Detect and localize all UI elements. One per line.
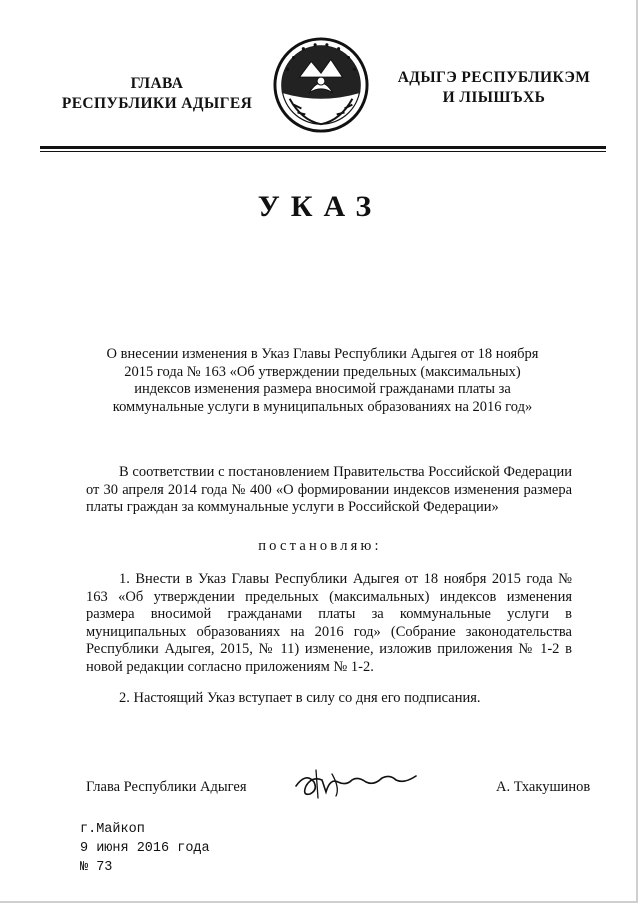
preamble-paragraph: В соответствии с постановлением Правительства Российской Федерации от 30 апреля 2014 года № 400 «О формировании индексов изменения размера платы граждан за коммунальные услуги в Российской Федерации» [86,464,572,516]
issuer-line-2: РЕСПУБЛИКИ АДЫГЕЯ [61,95,253,112]
header-rule-thin [40,151,606,152]
item-2-paragraph: 2. Настоящий Указ вступает в силу со дня его подписания. [119,690,481,706]
issuer-adyghe-line-1: АДЫГЭ РЕСПУБЛИКЭМ [397,69,591,86]
document-number: № 73 [80,860,113,875]
document-title: УКАЗ [257,190,383,223]
handwritten-signature-icon [292,766,422,800]
decree-subject: О внесении изменения в Указ Главы Республики Адыгея от 18 ноября 2015 года № 163 «Об утверждении предельных (максимальных) индексов изменения размера вносимой гражданами платы за коммунальные услуги в муниципальных образованиях на 2016 год» [106,346,539,415]
issuer-title-adyghe [384,68,604,108]
coat-of-arms-icon [272,36,370,134]
issuer-line-1: ГЛАВА [130,75,184,92]
issue-place: г.Майкоп [80,822,145,837]
issuer-adyghe-line-2: И ЛІЫШЪХЬ [442,89,546,106]
issuer-title-russian [40,74,274,114]
signatory-name: А. Тхакушинов [496,779,591,795]
issue-date: 9 июня 2016 года [80,841,210,856]
header-rule-thick [40,146,606,149]
decree-word: постановляю: [258,538,382,554]
signatory-role: Глава Республики Адыгея [86,779,247,795]
item-1-paragraph: 1. Внести в Указ Главы Республики Адыгея от 18 ноября 2015 года № 163 «Об утверждении предельных (максимальных) индексов изменения размера вносимой гражданами платы за коммунальные услуги в муниципальных образованиях на 2016 год» (Собрание законодательства Республики Адыгея, 2015, № 11) изменение, изложив приложения № 1-2 в новой редакции согласно приложениям № 1-2. [86,571,572,675]
